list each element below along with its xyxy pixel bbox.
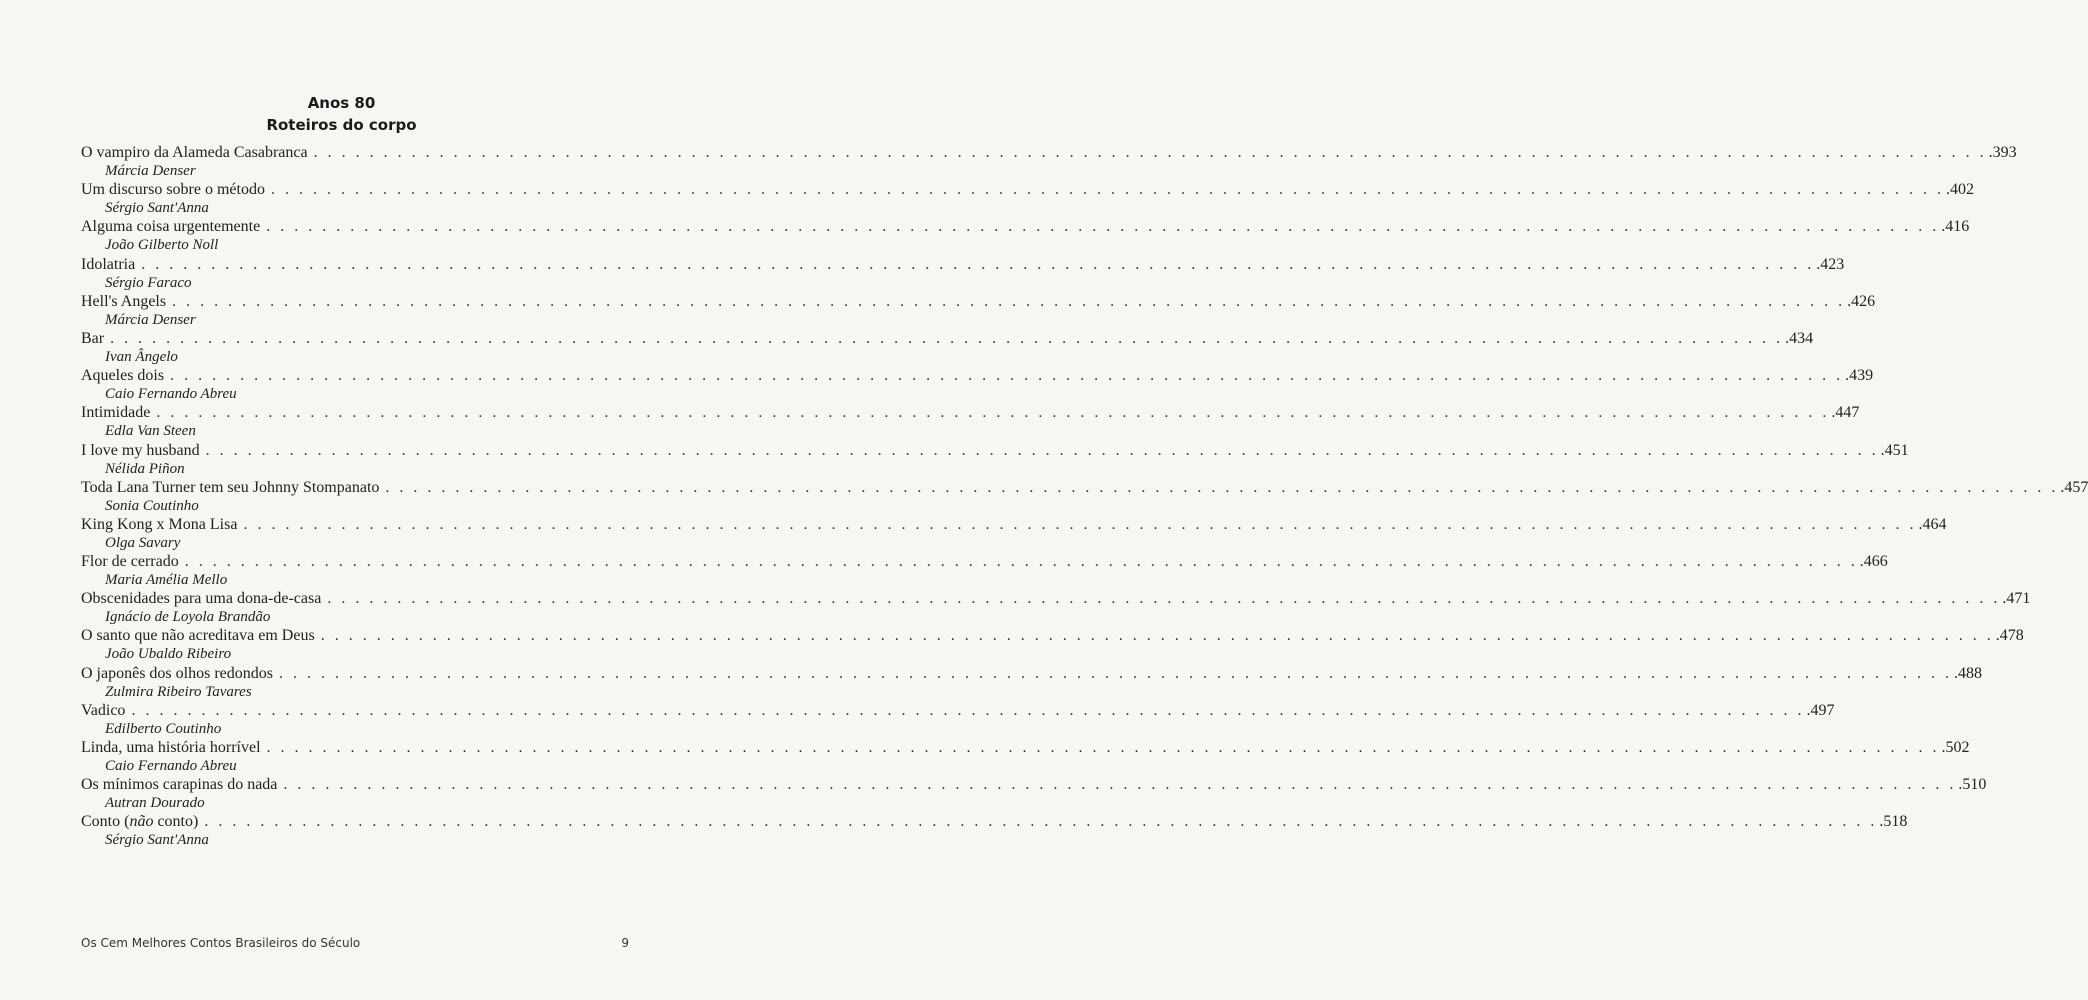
page-number: .488: [1953, 664, 1982, 682]
dot-leader: . . . . . . . . . . . . . . . . . . . . . . . . . . . . . . . . . . . . . . . . . . . . . . . . . . . . . . . . . . . . . . . . . . . . . . . . . . . . . . . . . . . . . . . . . . . . . . . . . . . . . . . . . . . . . . . . . . . . . . . .: [156, 404, 1830, 422]
dot-leader: . . . . . . . . . . . . . . . . . . . . . . . . . . . . . . . . . . . . . . . . . . . . . . . . . . . . . . . . . . . . . . . . . . . . . . . . . . . . . . . . . . . . . . . . . . . . . . . . . . . . . . . . . . . . . . . . . . . . . . . .: [266, 218, 1940, 236]
toc-line: [81, 403, 1860, 422]
author-name: Zulmira Ribeiro Tavares: [105, 683, 252, 700]
page-number: .402: [1945, 181, 1974, 199]
story-title: Os mínimos carapinas do nada: [81, 776, 278, 794]
author-name: Márcia Denser: [105, 163, 196, 179]
page-number: .451: [1880, 441, 1909, 459]
dot-leader: . . . . . . . . . . . . . . . . . . . . . . . . . . . . . . . . . . . . . . . . . . . . . . . . . . . . . . . . . . . . . . . . . . . . . . . . . . . . . . . . . . . . . . . . . . . . . . . . . . . . . . . . . . . . . . . . . . . . . . . .: [141, 255, 1815, 273]
toc-line: [81, 775, 1987, 794]
page-number: .439: [1845, 367, 1874, 385]
toc-line: [81, 589, 2031, 608]
story-title: Intimidade: [81, 404, 151, 422]
story-title: O vampiro da Alameda Casabranca: [81, 144, 308, 161]
author-name: Caio Fernando Abreu: [105, 758, 237, 774]
author-name: Nélida Piñon: [105, 460, 185, 477]
author-name: Edla Van Steen: [105, 423, 196, 440]
toc-line: [81, 701, 1835, 720]
story-title: Vadico: [81, 701, 126, 719]
story-title-part: não: [129, 813, 154, 831]
toc-line: [81, 255, 1845, 274]
dot-leader: . . . . . . . . . . . . . . . . . . . . . . . . . . . . . . . . . . . . . . . . . . . . . . . . . . . . . . . . . . . . . . . . . . . . . . . . . . . . . . . . . . . . . . . . . . . . . . . . . . . . . . . . . . . . . . . . . . . . . . . .: [131, 701, 1805, 719]
page-number: .478: [1995, 627, 2024, 645]
author-name: Autran Dourado: [105, 795, 205, 812]
story-title: Obscenidades para uma dona-de-casa: [81, 590, 322, 608]
dot-leader: . . . . . . . . . . . . . . . . . . . . . . . . . . . . . . . . . . . . . . . . . . . . . . . . . . . . . . . . . . . . . . . . . . . . . . . . . . . . . . . . . . . . . . . . . . . . . . . . . . . . . . . . . . . . . . . . . . . . . . . .: [205, 441, 1879, 459]
story-title: King Kong x Mona Lisa: [81, 515, 238, 533]
toc-line: [81, 329, 1814, 348]
toc-entry: [81, 403, 1860, 440]
page-number: .434: [1785, 329, 1814, 347]
toc-line: [81, 738, 1970, 757]
story-title: [81, 812, 198, 831]
toc-line: [81, 366, 1874, 385]
page-number: .447: [1831, 404, 1860, 422]
dot-leader: . . . . . . . . . . . . . . . . . . . . . . . . . . . . . . . . . . . . . . . . . . . . . . . . . . . . . . . . . . . . . . . . . . . . . . . . . . . . . . . . . . . . . . . . . . . . . . . . . . . . . . . . . . . . . . . . . . . . . . . .: [266, 739, 1940, 756]
toc-line: [81, 478, 2088, 497]
author-name: Sérgio Sant'Anna: [105, 200, 209, 217]
toc-entry: [81, 217, 1970, 254]
dot-leader: . . . . . . . . . . . . . . . . . . . . . . . . . . . . . . . . . . . . . . . . . . . . . . . . . . . . . . . . . . . . . . . . . . . . . . . . . . . . . . . . . . . . . . . . . . . . . . . . . . . . . . . . . . . . . . . . . . . . . . . .: [313, 144, 1987, 161]
toc-entry: [81, 738, 1970, 775]
toc-line: [81, 217, 1970, 236]
dot-leader: . . . . . . . . . . . . . . . . . . . . . . . . . . . . . . . . . . . . . . . . . . . . . . . . . . . . . . . . . . . . . . . . . . . . . . . . . . . . . . . . . . . . . . . . . . . . . . . . . . . . . . . . . . . . . . . . . . . . . . . .: [283, 776, 1957, 794]
page-number: .502: [1941, 739, 1970, 756]
toc-entry: [81, 366, 1874, 403]
page-number: .471: [2002, 590, 2031, 608]
dot-leader: . . . . . . . . . . . . . . . . . . . . . . . . . . . . . . . . . . . . . . . . . . . . . . . . . . . . . . . . . . . . . . . . . . . . . . . . . . . . . . . . . . . . . . . . . . . . . . . . . . . . . . . . . . . . . . . . . . . . . . . .: [278, 664, 1952, 682]
toc-entry: [81, 441, 1909, 478]
story-title: Bar: [81, 329, 105, 347]
toc-entry: [81, 515, 1947, 552]
toc-entry: [81, 664, 1982, 701]
dot-leader: . . . . . . . . . . . . . . . . . . . . . . . . . . . . . . . . . . . . . . . . . . . . . . . . . . . . . . . . . . . . . . . . . . . . . . . . . . . . . . . . . . . . . . . . . . . . . . . . . . . . . . . . . . . . . . . . . . . . . . . .: [320, 627, 1994, 645]
toc-entry: [81, 626, 2024, 663]
toc-entry: [81, 701, 1835, 738]
footer-page-number: 9: [621, 936, 629, 950]
author-name: Ignácio de Loyola Brandão: [105, 609, 271, 626]
story-title: Flor de cerrado: [81, 553, 179, 571]
dot-leader: . . . . . . . . . . . . . . . . . . . . . . . . . . . . . . . . . . . . . . . . . . . . . . . . . . . . . . . . . . . . . . . . . . . . . . . . . . . . . . . . . . . . . . . . . . . . . . . . . . . . . . . . . . . . . . . . . . . . . . . .: [385, 478, 2059, 496]
toc-line: [81, 143, 2017, 162]
story-title: O santo que não acreditava em Deus: [81, 627, 315, 645]
story-title: Idolatria: [81, 255, 136, 273]
story-title-part: conto): [153, 813, 199, 831]
toc-entry: [81, 292, 1876, 329]
page-number: .464: [1918, 515, 1947, 533]
page-number: .393: [1988, 144, 2017, 161]
author-name: Márcia Denser: [105, 311, 196, 328]
story-title: Linda, uma história horrível: [81, 739, 261, 756]
toc-line: [81, 552, 1888, 571]
page-number: .416: [1941, 218, 1970, 236]
dot-leader: . . . . . . . . . . . . . . . . . . . . . . . . . . . . . . . . . . . . . . . . . . . . . . . . . . . . . . . . . . . . . . . . . . . . . . . . . . . . . . . . . . . . . . . . . . . . . . . . . . . . . . . . . . . . . . . . . . . . . . . .: [327, 590, 2001, 608]
page-number: .466: [1859, 553, 1888, 571]
toc-line: [81, 626, 2024, 645]
toc-entry: [81, 552, 1888, 589]
author-name: Edilberto Coutinho: [105, 720, 222, 737]
story-title: Um discurso sobre o método: [81, 181, 265, 199]
toc-line: [81, 292, 1876, 311]
section-title: Anos 80: [307, 94, 376, 112]
section-subtitle: Roteiros do corpo: [266, 116, 417, 134]
toc-entry: [81, 255, 1845, 292]
author-name: Olga Savary: [105, 534, 181, 551]
table-of-contents: [81, 143, 2088, 850]
story-title: Alguma coisa urgentemente: [81, 218, 261, 236]
dot-leader: . . . . . . . . . . . . . . . . . . . . . . . . . . . . . . . . . . . . . . . . . . . . . . . . . . . . . . . . . . . . . . . . . . . . . . . . . . . . . . . . . . . . . . . . . . . . . . . . . . . . . . . . . . . . . . . . . . . . . . . .: [172, 292, 1846, 310]
author-name: João Gilberto Noll: [105, 237, 219, 254]
author-name: Sérgio Faraco: [105, 274, 192, 291]
story-title-part: Conto (: [81, 813, 130, 831]
toc-line: [81, 180, 1974, 199]
page-number: .423: [1816, 255, 1845, 273]
toc-line: [81, 812, 1908, 831]
toc-line: [81, 441, 1909, 460]
dot-leader: . . . . . . . . . . . . . . . . . . . . . . . . . . . . . . . . . . . . . . . . . . . . . . . . . . . . . . . . . . . . . . . . . . . . . . . . . . . . . . . . . . . . . . . . . . . . . . . . . . . . . . . . . . . . . . . . . . . . . . . .: [184, 553, 1858, 571]
author-name: Sérgio Sant'Anna: [105, 832, 209, 849]
author-name: João Ubaldo Ribeiro: [105, 646, 232, 663]
toc-entry: [81, 812, 1908, 849]
toc-entry: [81, 589, 2031, 626]
story-title: Hell's Angels: [81, 292, 167, 310]
author-name: Caio Fernando Abreu: [105, 386, 237, 403]
toc-line: [81, 515, 1947, 534]
story-title: Toda Lana Turner tem seu Johnny Stompanato: [81, 478, 380, 496]
page-number: .510: [1958, 776, 1987, 794]
toc-entry: [81, 143, 2017, 180]
toc-entry: [81, 478, 2088, 515]
footer-book-title: Os Cem Melhores Contos Brasileiros do Século: [81, 936, 361, 950]
author-name: Ivan Ângelo: [105, 348, 178, 365]
story-title: I love my husband: [81, 441, 200, 459]
toc-entry: [81, 329, 1814, 366]
page-number: .457: [2060, 478, 2088, 496]
dot-leader: . . . . . . . . . . . . . . . . . . . . . . . . . . . . . . . . . . . . . . . . . . . . . . . . . . . . . . . . . . . . . . . . . . . . . . . . . . . . . . . . . . . . . . . . . . . . . . . . . . . . . . . . . . . . . . . . . . . . . . . .: [243, 515, 1917, 533]
dot-leader: . . . . . . . . . . . . . . . . . . . . . . . . . . . . . . . . . . . . . . . . . . . . . . . . . . . . . . . . . . . . . . . . . . . . . . . . . . . . . . . . . . . . . . . . . . . . . . . . . . . . . . . . . . . . . . . . . . . . . . . .: [170, 367, 1844, 385]
page-number: .497: [1806, 701, 1835, 719]
dot-leader: . . . . . . . . . . . . . . . . . . . . . . . . . . . . . . . . . . . . . . . . . . . . . . . . . . . . . . . . . . . . . . . . . . . . . . . . . . . . . . . . . . . . . . . . . . . . . . . . . . . . . . . . . . . . . . . . . . . . . . . .: [204, 813, 1878, 831]
author-name: Sonia Coutinho: [105, 497, 199, 514]
page-footer: [81, 936, 629, 950]
toc-entry: [81, 180, 1974, 217]
toc-entry: [81, 775, 1987, 812]
page-number: .518: [1879, 813, 1908, 831]
story-title: O japonês dos olhos redondos: [81, 664, 273, 682]
dot-leader: . . . . . . . . . . . . . . . . . . . . . . . . . . . . . . . . . . . . . . . . . . . . . . . . . . . . . . . . . . . . . . . . . . . . . . . . . . . . . . . . . . . . . . . . . . . . . . . . . . . . . . . . . . . . . . . . . . . . . . . .: [110, 329, 1784, 347]
page-number: .426: [1847, 292, 1876, 310]
dot-leader: . . . . . . . . . . . . . . . . . . . . . . . . . . . . . . . . . . . . . . . . . . . . . . . . . . . . . . . . . . . . . . . . . . . . . . . . . . . . . . . . . . . . . . . . . . . . . . . . . . . . . . . . . . . . . . . . . . . . . . . .: [270, 181, 1944, 199]
author-name: Maria Amélia Mello: [105, 572, 228, 589]
toc-line: [81, 664, 1982, 683]
story-title: Aqueles dois: [81, 367, 165, 385]
